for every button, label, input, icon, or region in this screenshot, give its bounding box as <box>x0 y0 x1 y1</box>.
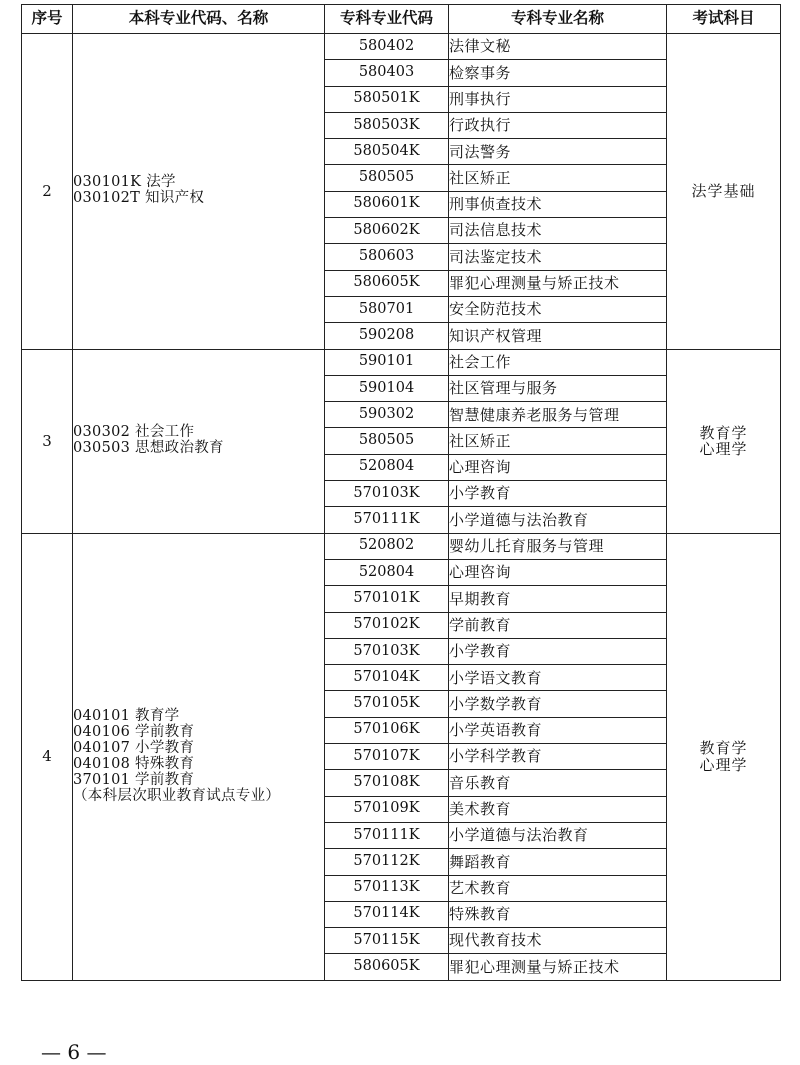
specialist-name: 小学语文教育 <box>449 665 667 691</box>
bachelor-major-line: （本科层次职业教育试点专业） <box>73 787 281 804</box>
specialist-code: 570103K <box>325 638 449 664</box>
specialist-code: 570108K <box>325 770 449 796</box>
specialist-name: 法律文秘 <box>449 34 667 60</box>
specialist-name: 艺术教育 <box>449 875 667 901</box>
exam-subject-line: 心理学 <box>699 755 748 774</box>
specialist-name: 社区管理与服务 <box>449 375 667 401</box>
specialist-code: 570107K <box>325 744 449 770</box>
specialist-code: 520802 <box>325 533 449 559</box>
specialist-name: 司法鉴定技术 <box>449 244 667 270</box>
bachelor-major-line: 030102T 知识产权 <box>73 190 205 207</box>
specialist-name: 心理咨询 <box>449 559 667 585</box>
specialist-code: 590208 <box>325 323 449 349</box>
specialist-name: 小学教育 <box>449 638 667 664</box>
specialist-code: 580403 <box>325 60 449 86</box>
exam-subject <box>667 34 781 350</box>
specialist-code: 590101 <box>325 349 449 375</box>
specialist-name: 安全防范技术 <box>449 296 667 322</box>
specialist-code: 570109K <box>325 796 449 822</box>
header-index: 序号 <box>22 5 73 34</box>
specialist-code: 580605K <box>325 270 449 296</box>
specialist-name: 司法信息技术 <box>449 218 667 244</box>
specialist-code: 570102K <box>325 612 449 638</box>
specialist-code: 570103K <box>325 481 449 507</box>
specialist-code: 570112K <box>325 849 449 875</box>
exam-subject-line: 教育学 <box>699 739 748 758</box>
specialist-name: 小学英语教育 <box>449 717 667 743</box>
specialist-name: 学前教育 <box>449 612 667 638</box>
exam-subject-line: 教育学 <box>699 423 748 442</box>
specialist-name: 小学数学教育 <box>449 691 667 717</box>
table-row <box>22 533 781 559</box>
specialist-name: 罪犯心理测量与矫正技术 <box>449 954 667 980</box>
specialist-name: 检察事务 <box>449 60 667 86</box>
specialist-name: 舞蹈教育 <box>449 849 667 875</box>
bachelor-major-line: 040101 教育学 <box>73 707 180 724</box>
specialist-code: 580701 <box>325 296 449 322</box>
specialist-name: 早期教育 <box>449 586 667 612</box>
page-number: — 6 — <box>41 1040 107 1064</box>
bachelor-major-line: 030302 社会工作 <box>73 424 195 441</box>
group-index: 2 <box>22 34 73 350</box>
specialist-name: 罪犯心理测量与矫正技术 <box>449 270 667 296</box>
header-name: 专科专业名称 <box>449 5 667 34</box>
table-row <box>22 34 781 60</box>
table-header-row <box>22 5 781 34</box>
specialist-name: 社区矫正 <box>449 428 667 454</box>
specialist-code: 590302 <box>325 402 449 428</box>
specialist-name: 知识产权管理 <box>449 323 667 349</box>
specialist-code: 590104 <box>325 375 449 401</box>
specialist-name: 特殊教育 <box>449 901 667 927</box>
specialist-name: 心理咨询 <box>449 454 667 480</box>
specialist-code: 580402 <box>325 34 449 60</box>
specialist-code: 570105K <box>325 691 449 717</box>
bachelor-majors <box>73 533 325 980</box>
specialist-code: 570101K <box>325 586 449 612</box>
specialist-code: 580603 <box>325 244 449 270</box>
specialist-code: 580505 <box>325 165 449 191</box>
specialist-name: 社区矫正 <box>449 165 667 191</box>
bachelor-majors <box>73 349 325 533</box>
specialist-name: 小学科学教育 <box>449 744 667 770</box>
bachelor-major-line: 030101K 法学 <box>73 174 176 191</box>
header-bachelor: 本科专业代码、名称 <box>73 5 325 34</box>
bachelor-majors <box>73 34 325 350</box>
specialist-code: 570104K <box>325 665 449 691</box>
specialist-name: 刑事侦查技术 <box>449 191 667 217</box>
table-row <box>22 349 781 375</box>
bachelor-major-line: 040107 小学教育 <box>73 739 195 756</box>
specialist-name: 智慧健康养老服务与管理 <box>449 402 667 428</box>
specialist-code: 580501K <box>325 86 449 112</box>
bachelor-major-line: 040106 学前教育 <box>73 723 195 740</box>
group-index: 3 <box>22 349 73 533</box>
exam-subject-line: 心理学 <box>699 440 748 459</box>
exam-subject <box>667 349 781 533</box>
bachelor-major-line: 370101 学前教育 <box>73 771 195 788</box>
specialist-code: 580601K <box>325 191 449 217</box>
exam-subject <box>667 533 781 980</box>
major-mapping-table <box>21 4 781 981</box>
specialist-code: 570111K <box>325 822 449 848</box>
specialist-code: 580505 <box>325 428 449 454</box>
header-subject: 考试科目 <box>667 5 781 34</box>
group-index: 4 <box>22 533 73 980</box>
bachelor-major-line: 030503 思想政治教育 <box>73 440 224 457</box>
specialist-code: 520804 <box>325 454 449 480</box>
bachelor-major-line: 040108 特殊教育 <box>73 755 195 772</box>
header-code: 专科专业代码 <box>325 5 449 34</box>
specialist-code: 570115K <box>325 928 449 954</box>
specialist-code: 570114K <box>325 901 449 927</box>
specialist-code: 580602K <box>325 218 449 244</box>
specialist-code: 570106K <box>325 717 449 743</box>
specialist-name: 行政执行 <box>449 112 667 138</box>
specialist-code: 520804 <box>325 559 449 585</box>
specialist-name: 美术教育 <box>449 796 667 822</box>
specialist-code: 570111K <box>325 507 449 533</box>
specialist-name: 现代教育技术 <box>449 928 667 954</box>
specialist-code: 580503K <box>325 112 449 138</box>
specialist-name: 小学道德与法治教育 <box>449 822 667 848</box>
specialist-name: 司法警务 <box>449 139 667 165</box>
specialist-name: 小学教育 <box>449 481 667 507</box>
specialist-name: 音乐教育 <box>449 770 667 796</box>
specialist-name: 社会工作 <box>449 349 667 375</box>
specialist-name: 刑事执行 <box>449 86 667 112</box>
exam-subject-line: 法学基础 <box>691 182 756 201</box>
specialist-name: 婴幼儿托育服务与管理 <box>449 533 667 559</box>
specialist-code: 570113K <box>325 875 449 901</box>
table-body <box>22 34 781 981</box>
specialist-name: 小学道德与法治教育 <box>449 507 667 533</box>
specialist-code: 580504K <box>325 139 449 165</box>
specialist-code: 580605K <box>325 954 449 980</box>
